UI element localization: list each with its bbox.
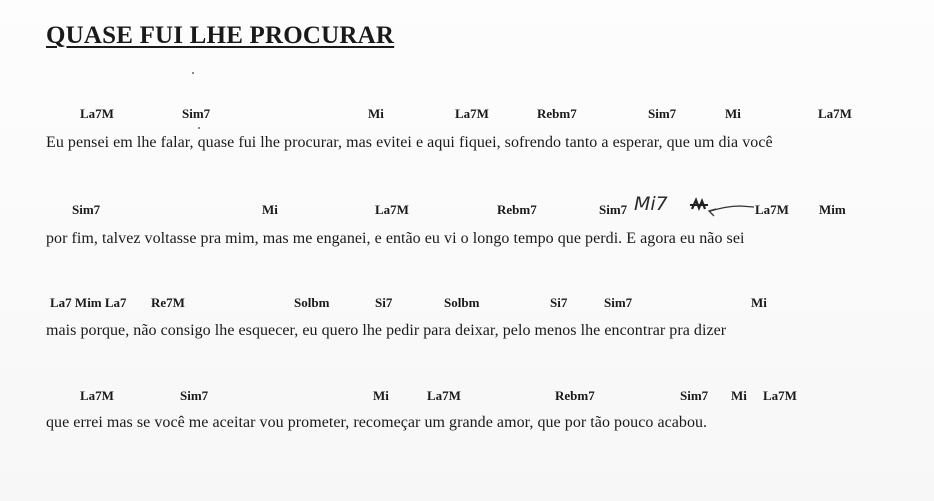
chord: Sim7: [648, 106, 677, 121]
chord: Mim: [819, 202, 846, 217]
chord: Mi: [725, 106, 741, 121]
chord: Mi: [751, 295, 767, 310]
chord: Sim7: [182, 106, 211, 121]
handwritten-chord: Mi7: [634, 193, 668, 215]
chord: Sim7: [604, 295, 633, 310]
chord: La7M: [80, 388, 114, 403]
chord: Mi: [373, 388, 389, 403]
lyric-line: Eu pensei em lhe falar, quase fui lhe procurar, mas evitei e aqui fiquei, sofrendo tanto a esperar, que um dia você: [46, 134, 773, 151]
lyric-line: mais porque, não consigo lhe esquecer, eu quero lhe pedir para deixar, pelo menos lhe encontrar pra dizer: [46, 322, 727, 339]
chord: La7M: [455, 106, 489, 121]
chord: Sim7: [599, 202, 628, 217]
song-title: QUASE FUI LHE PROCURAR: [46, 22, 395, 49]
chord: Sim7: [72, 202, 101, 217]
chord: Rebm7: [555, 388, 595, 403]
lyric-line: que errei mas se você me aceitar vou prometer, recomeçar um grande amor, que por tão pouco acabou.: [46, 414, 708, 431]
chord: La7M: [763, 388, 797, 403]
chord: La7M: [80, 106, 114, 121]
chord: Mi: [368, 106, 384, 121]
scribble-strikeout-icon: [688, 196, 760, 218]
chord: Sim7: [180, 388, 209, 403]
chord: Re7M: [151, 295, 185, 310]
chord: La7 Mim La7: [50, 295, 127, 310]
chord: Sim7: [680, 388, 709, 403]
chord: La7M: [427, 388, 461, 403]
chord: Rebm7: [497, 202, 537, 217]
chord: Mi: [262, 202, 278, 217]
chord: Si7: [375, 295, 393, 310]
scan-speck: [192, 72, 194, 74]
scan-speck: [198, 127, 200, 129]
chord: Rebm7: [537, 106, 577, 121]
chord: Solbm: [294, 295, 330, 310]
chord: La7M: [818, 106, 852, 121]
chord: Solbm: [444, 295, 480, 310]
chord: Si7: [550, 295, 568, 310]
chord: La7M: [375, 202, 409, 217]
chord: Mi: [731, 388, 747, 403]
chord: La7M: [755, 202, 789, 217]
lyric-line: por fim, talvez voltasse pra mim, mas me enganei, e então eu vi o longo tempo que perdi. E agora eu não sei: [46, 230, 745, 247]
